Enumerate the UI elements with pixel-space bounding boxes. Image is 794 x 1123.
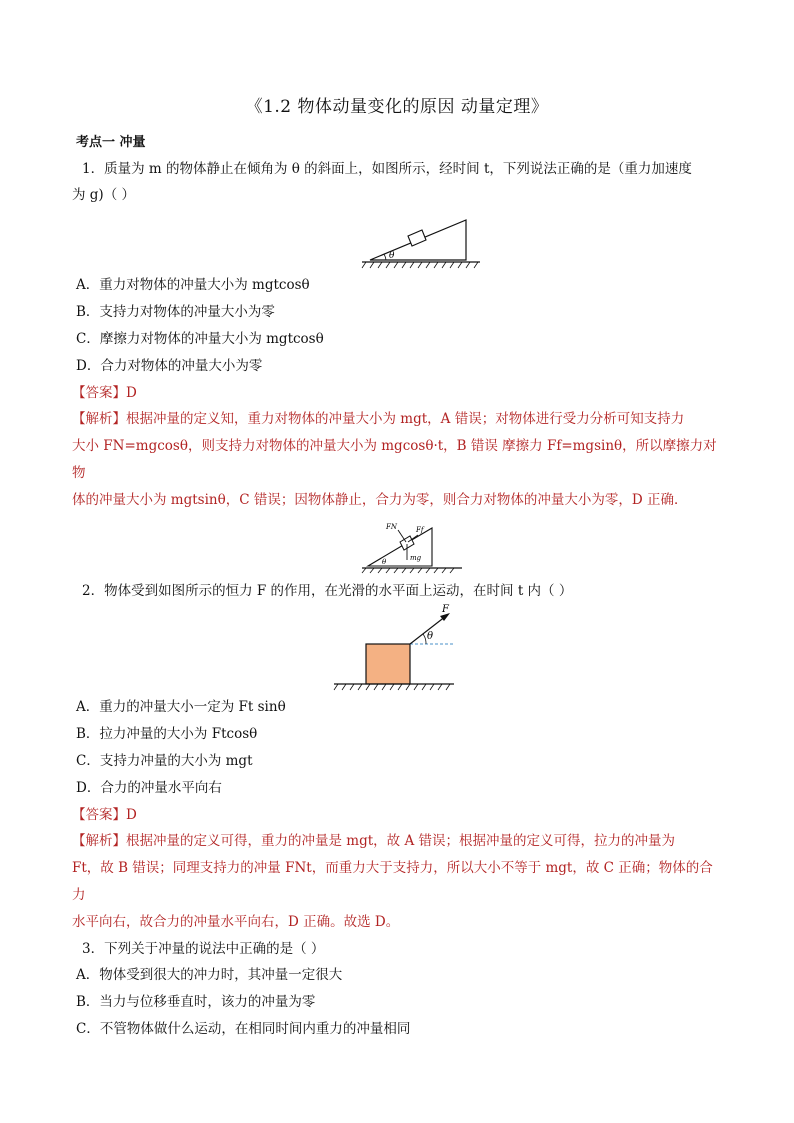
q2-theta-label: θ	[427, 631, 434, 642]
q1-mg-label: mg	[410, 554, 422, 562]
q2-f-label: F	[442, 604, 449, 615]
q1-incline-figure	[72, 214, 722, 272]
document-page	[72, 92, 722, 1043]
q2-analysis-line1: 【解析】根据冲量的定义可得，重力的冲量是 mgt，故 A 错误；根据冲量的定义可得，拉力的冲量为	[72, 833, 675, 849]
q2-block-figure	[72, 604, 722, 694]
q3-option-a: A．物体受到很大的冲力时，其冲量一定很大	[76, 967, 343, 983]
q2-stem: 2．物体受到如图所示的恒力 F 的作用，在光滑的水平面上运动，在时间 t 内（ ）	[82, 583, 573, 599]
q2-answer: 【答案】D	[72, 807, 137, 823]
q1-fn-label: FN	[386, 523, 397, 531]
q1-analysis-line2: 大小 FN=mgcosθ，则支持力对物体的冲量大小为 mgcosθ·t，B 错误 摩擦力 Ff=mgsinθ，所以摩擦力对物	[72, 438, 717, 481]
q3-option-b: B．当力与位移垂直时，该力的冲量为零	[76, 994, 316, 1010]
q1-analysis-line3: 体的冲量大小为 mgtsinθ，C 错误；因物体静止，合力为零，则合力对物体的冲量大小为零，D 正确．	[72, 492, 688, 508]
q1-stem-line2: 为 g)（ ）	[72, 187, 135, 203]
q2-option-b: B．拉力冲量的大小为 Ftcosθ	[76, 726, 258, 742]
q3-stem: 3．下列关于冲量的说法中正确的是（ ）	[82, 941, 325, 957]
q2-analysis-line3: 水平向右，故合力的冲量水平向右，D 正确。故选 D。	[72, 914, 400, 930]
q2-option-a: A．重力的冲量大小一定为 Ft sinθ	[76, 699, 286, 715]
q1-option-b: B．支持力对物体的冲量大小为零	[76, 304, 275, 320]
q1-option-d: D．合力对物体的冲量大小为零	[76, 358, 263, 374]
q1-theta-label: θ	[389, 251, 395, 261]
q1-force-diagram	[72, 518, 722, 576]
q1-option-a: A．重力对物体的冲量大小为 mgtcosθ	[76, 277, 310, 293]
q2-analysis-line2: Ft，故 B 错误；同理支持力的冲量 FNt，而重力大于支持力，所以大小不等于 mgt，故 C 正确；物体的合力	[72, 860, 713, 903]
q2-option-d: D．合力的冲量水平向右	[76, 780, 222, 796]
q1-ff-label: Ff	[416, 526, 424, 534]
section-heading: 考点一 冲量	[76, 135, 146, 150]
page-title: 《1.2 物体动量变化的原因 动量定理》	[245, 97, 549, 117]
q1-answer: 【答案】D	[72, 385, 137, 401]
q1-fig2-theta-label: θ	[382, 558, 387, 566]
q1-stem-line1: 1．质量为 m 的物体静止在倾角为 θ 的斜面上，如图所示，经时间 t，下列说法正确的是（重力加速度	[82, 161, 692, 177]
q3-option-c: C．不管物体做什么运动，在相同时间内重力的冲量相同	[76, 1021, 411, 1037]
q1-option-c: C．摩擦力对物体的冲量大小为 mgtcosθ	[76, 331, 324, 347]
q2-option-c: C．支持力冲量的大小为 mgt	[76, 753, 253, 769]
q1-analysis-line1: 【解析】根据冲量的定义知，重力对物体的冲量大小为 mgt，A 错误；对物体进行受力分析可知支持力	[72, 411, 685, 427]
